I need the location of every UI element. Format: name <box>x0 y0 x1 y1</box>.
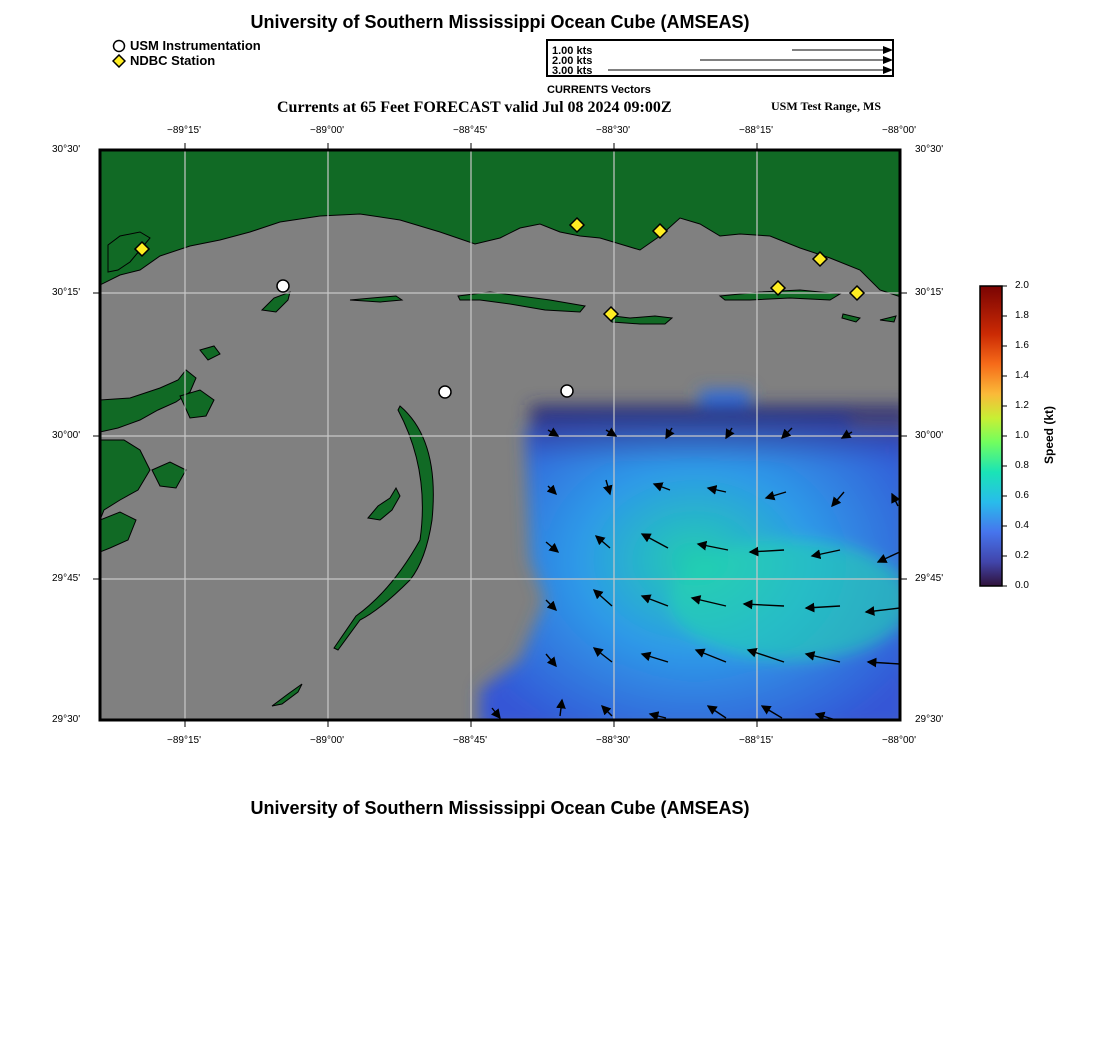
y-tick-left: 30°30' <box>52 144 81 155</box>
x-tick-bottom: −88°00' <box>882 735 916 746</box>
colorbar-tick: 0.0 <box>1015 580 1029 591</box>
x-tick-top: −88°30' <box>596 125 630 136</box>
colorbar-tick: 1.8 <box>1015 310 1029 321</box>
y-tick-right: 29°30' <box>915 714 944 725</box>
usm-instrument-marker[interactable] <box>561 385 573 397</box>
colorbar-tick: 1.2 <box>1015 400 1029 411</box>
colorbar-tick: 0.4 <box>1015 520 1029 531</box>
x-tick-top: −89°00' <box>310 125 344 136</box>
usm-instrument-marker[interactable] <box>439 386 451 398</box>
vector-key-row-1: 1.00 kts <box>552 45 593 57</box>
range-label: USM Test Range, MS <box>771 99 882 113</box>
y-tick-right: 30°15' <box>915 287 944 298</box>
x-tick-bottom: −89°00' <box>310 735 344 746</box>
legend-usm-label: USM Instrumentation <box>130 38 261 53</box>
x-tick-top: −88°00' <box>882 125 916 136</box>
legend-ndbc-label: NDBC Station <box>130 53 216 68</box>
colorbar-tick: 1.6 <box>1015 340 1029 351</box>
colorbar-tick: 1.4 <box>1015 370 1029 381</box>
speed-field <box>480 390 910 730</box>
vector-key-row-3: 3.00 kts <box>552 65 593 77</box>
footer-title: University of Southern Mississippi Ocean Cube (AMSEAS) <box>250 798 750 818</box>
usm-instrument-marker[interactable] <box>277 280 289 292</box>
colorbar-tick: 0.8 <box>1015 460 1029 471</box>
y-tick-left: 29°45' <box>52 573 81 584</box>
map-subtitle: Currents at 65 Feet FORECAST valid Jul 08 2024 09:00Z <box>277 99 672 116</box>
map-title: University of Southern Mississippi Ocean Cube (AMSEAS) <box>250 12 750 32</box>
colorbar-tick: 0.2 <box>1015 550 1029 561</box>
y-tick-left: 30°00' <box>52 430 81 441</box>
vector-key-caption: CURRENTS Vectors <box>547 84 651 96</box>
x-tick-bottom: −88°15' <box>739 735 773 746</box>
x-tick-bottom: −88°30' <box>596 735 630 746</box>
y-tick-right: 30°00' <box>915 430 944 441</box>
colorbar-tick: 2.0 <box>1015 280 1029 291</box>
vector-key-row-2: 2.00 kts <box>552 55 593 67</box>
colorbar-label: Speed (kt) <box>1042 405 1056 465</box>
colorbar <box>975 282 1015 592</box>
x-tick-bottom: −89°15' <box>167 735 201 746</box>
x-tick-top: −89°15' <box>167 125 201 136</box>
x-tick-bottom: −88°45' <box>453 735 487 746</box>
y-tick-right: 30°30' <box>915 144 944 155</box>
y-tick-left: 30°15' <box>52 287 81 298</box>
colorbar-tick: 1.0 <box>1015 430 1029 441</box>
x-tick-top: −88°45' <box>453 125 487 136</box>
y-tick-right: 29°45' <box>915 573 944 584</box>
y-tick-left: 29°30' <box>52 714 81 725</box>
x-tick-top: −88°15' <box>739 125 773 136</box>
colorbar-tick: 0.6 <box>1015 490 1029 501</box>
